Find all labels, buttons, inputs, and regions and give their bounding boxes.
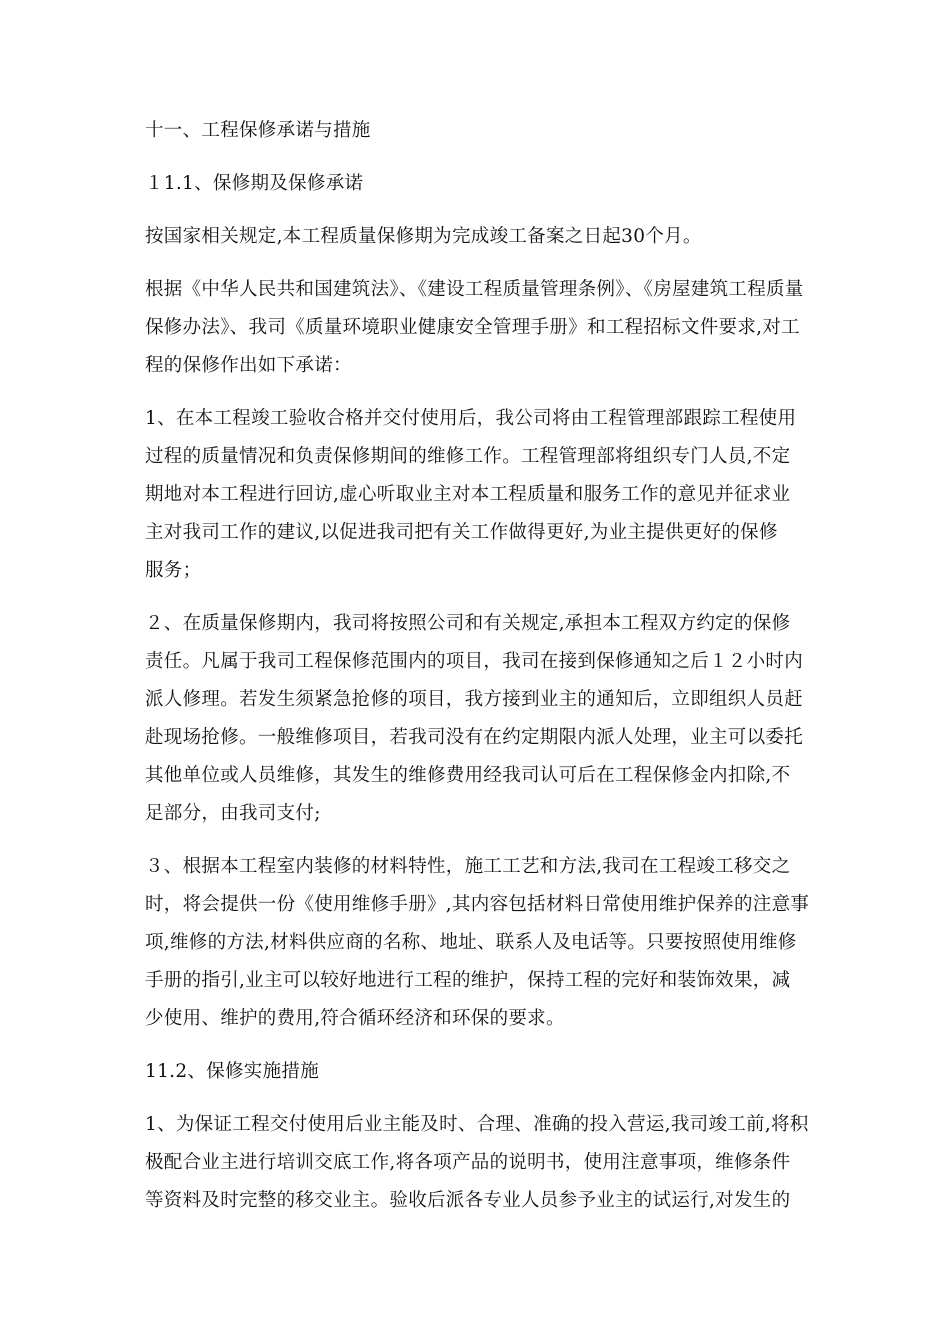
text-line: 责任。凡属于我司工程保修范围内的项目，我司在接到保修通知之后１２小时内: [145, 651, 804, 672]
text-line: 时，将会提供一份《使用维修手册》,其内容包括材料日常使用维护保养的注意事: [145, 894, 810, 915]
text-line: 1、为保证工程交付使用后业主能及时、合理、准确的投入营运,我司竣工前,将积: [145, 1114, 809, 1135]
text-line: 少使用、维护的费用,符合循环经济和环保的要求。: [145, 1008, 565, 1029]
paragraph-gap: [145, 385, 805, 400]
para-item1: [145, 400, 805, 590]
para-basis: [145, 271, 805, 385]
text-line: 程的保修作出如下承诺：: [145, 355, 352, 376]
text-line: 派人修理。若发生须紧急抢修的项目，我方接到业主的通知后，立即组织人员赶: [145, 689, 804, 710]
text-line: 服务；: [145, 560, 202, 581]
text-line: 极配合业主进行培训交底工作,将各项产品的说明书，使用注意事项，维修条件: [145, 1152, 791, 1173]
text-line: 主对我司工作的建议,以促进我司把有关工作做得更好,为业主提供更好的保修: [145, 522, 778, 543]
text-line: 根据《中华人民共和国建筑法》、《建设工程质量管理条例》、《房屋建筑工程质量: [145, 279, 804, 300]
text-line: 足部分，由我司支付;: [145, 803, 321, 824]
text-line: 项,维修的方法,材料供应商的名称、地址、联系人及电话等。只要按照使用维修: [145, 932, 797, 953]
text-line: ２、在质量保修期内，我司将按照公司和有关规定,承担本工程双方约定的保修: [145, 613, 791, 634]
para-item2: [145, 605, 805, 833]
text-line: 1、在本工程竣工验收合格并交付使用后，我公司将由工程管理部跟踪工程使用: [145, 408, 797, 429]
para-measure1: [145, 1106, 809, 1220]
paragraph-gap: [145, 1091, 805, 1106]
text-line: 按国家相关规定,本工程质量保修期为完成竣工备案之日起30个月。: [145, 226, 702, 247]
text-line: 十一、工程保修承诺与措施: [145, 120, 371, 141]
text-line: 其他单位或人员维修，其发生的维修费用经我司认可后在工程保修金内扣除,不: [145, 765, 791, 786]
document-body: [145, 112, 810, 1220]
text-line: 等资料及时完整的移交业主。验收后派各专业人员参予业主的试运行,对发生的: [145, 1190, 791, 1211]
text-line: 过程的质量情况和负责保修期间的维修工作。工程管理部将组织专门人员,不定: [145, 446, 791, 467]
paragraph-gap: [145, 256, 805, 271]
text-line: 赴现场抢修。一般维修项目，若我司没有在约定期限内派人处理，业主可以委托: [145, 727, 804, 748]
paragraph-gap: [145, 590, 805, 605]
heading-main: [145, 112, 805, 150]
paragraph-gap: [145, 203, 805, 218]
text-line: 手册的指引,业主可以较好地进行工程的维护，保持工程的完好和装饰效果，减: [145, 970, 791, 991]
text-line: 11.2、保修实施措施: [145, 1061, 319, 1082]
para-item3: [145, 848, 810, 1038]
text-line: 期地对本工程进行回访,虚心听取业主对本工程质量和服务工作的意见并征求业: [145, 484, 791, 505]
heading-11-2: [145, 1053, 805, 1091]
paragraph-gap: [145, 150, 805, 165]
heading-11-1: [145, 165, 805, 203]
para-period: [145, 218, 805, 256]
text-line: １1.1、保修期及保修承诺: [145, 173, 364, 194]
paragraph-gap: [145, 1038, 805, 1053]
text-line: 保修办法》、我司《质量环境职业健康安全管理手册》和工程招标文件要求,对工: [145, 317, 800, 338]
text-line: ３、根据本工程室内装修的材料特性，施工工艺和方法,我司在工程竣工移交之: [145, 856, 791, 877]
paragraph-gap: [145, 833, 805, 848]
